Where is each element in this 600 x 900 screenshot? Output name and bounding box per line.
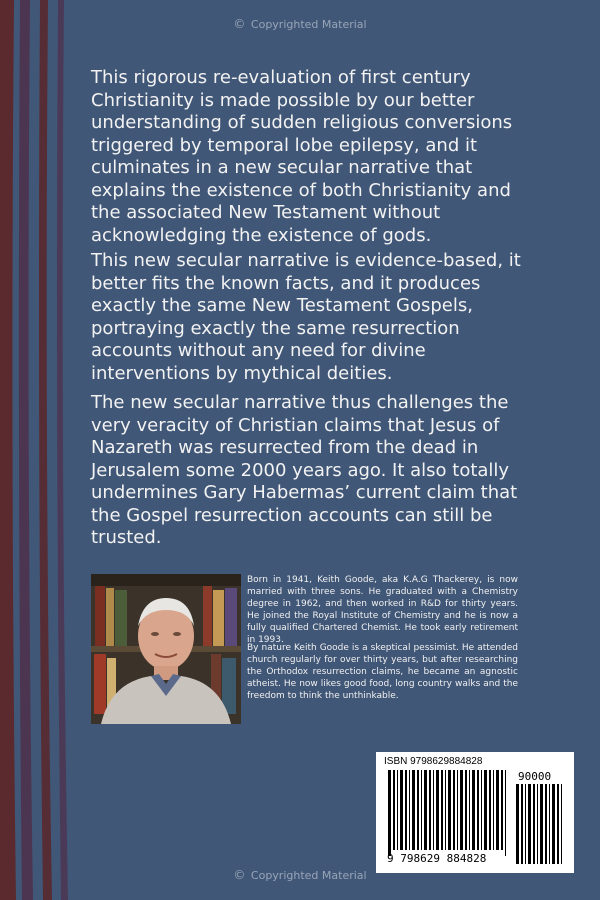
barcode-bar [496, 770, 499, 850]
barcode-bar [469, 770, 470, 850]
decorative-stripes [0, 0, 80, 900]
barcode-bar [400, 770, 403, 850]
barcode-bar [453, 770, 455, 850]
barcode-bar [441, 770, 443, 850]
barcode-bar [417, 770, 419, 850]
author-bio-paragraph-2: By nature Keith Goode is a skeptical pessimist. He attended church regularly for over thirty years, but after researching the Orthodox resurrection claims, he became an agnostic atheist. He now likes good food, long country walks and the freedom to think the unthinkable. [247, 643, 518, 701]
barcode-bar [388, 770, 391, 856]
barcode-bar [421, 770, 422, 850]
barcode-bar [477, 770, 479, 850]
copyright-watermark-top [0, 17, 600, 31]
copyright-icon: © [233, 17, 246, 31]
barcode-bar [505, 770, 506, 856]
isbn-barcode [376, 752, 574, 873]
copyright-icon: © [233, 868, 246, 882]
barcode-bar [533, 784, 535, 864]
barcode-bar [549, 784, 550, 864]
barcode-bar [409, 770, 410, 850]
barcode-ean-digits: 9 798629 884828 [387, 852, 487, 865]
barcode-bar [405, 770, 407, 850]
barcode-bar [448, 770, 451, 850]
barcode-bar [525, 784, 526, 864]
watermark-text: Copyrighted Material [250, 18, 367, 31]
barcode-bar [484, 770, 487, 850]
barcode-bar [537, 784, 538, 864]
barcode-bar [501, 770, 503, 850]
barcode-bar [528, 784, 531, 864]
isbn-label: ISBN 9798629884828 [384, 756, 483, 767]
blurb-paragraph-3: The new secular narrative thus challenges the very veracity of Christian claims that Jesus of Nazareth was resurrected from the dead in Jerusalem some 2000 years ago. It also totally undermines Gary Habermas’ current claim that the Gospel resurrection accounts can still be trusted. [91, 392, 518, 548]
barcode-bar [457, 770, 458, 850]
barcode-bar [412, 770, 415, 850]
barcode-bar [521, 784, 523, 864]
watermark-text: Copyrighted Material [250, 869, 367, 882]
barcode-bar [545, 784, 547, 864]
barcode-bar [540, 784, 543, 864]
author-bio-paragraph-1: Born in 1941, Keith Goode, aka K.A.G Thackerey, is now married with three sons. He graduated with a Chemistry degree in 1962, and then worked in R&D for thirty years. He joined the Royal Institute of Chemistry and he is now a fully qualified Chartered Chemist. He took early retirement in 1993. [247, 575, 518, 645]
barcode-addon-digits: 90000 [518, 770, 552, 783]
barcode-bar [561, 784, 562, 864]
barcode-bar [445, 770, 446, 850]
barcode-bar [429, 770, 431, 850]
barcode-bar [552, 784, 555, 864]
blurb-paragraph-2: This new secular narrative is evidence-based, it better fits the known facts, and it produces exactly the same New Testament Gospels, portraying exactly the same resurrection accounts without any need for divine interventions by mythical deities. [91, 250, 521, 384]
author-photo [91, 574, 241, 724]
barcode-bar [472, 770, 475, 850]
barcode-bar [433, 770, 434, 850]
barcode-bar [393, 770, 395, 850]
barcode-bar [436, 770, 439, 850]
barcode-bar [460, 770, 463, 850]
barcode-bar [465, 770, 467, 850]
barcode-bar [489, 770, 491, 850]
barcode-bar [516, 784, 519, 864]
barcode-bar [557, 784, 559, 864]
barcode-bar [424, 770, 427, 850]
barcode-bar [481, 770, 482, 850]
blurb-paragraph-1: This rigorous re-evaluation of first century Christianity is made possible by our better understanding of sudden religious conversions triggered by temporal lobe epilepsy, and it culminates in a new secular narrative that explains the existence of both Christianity and the associated New Testament without acknowledging the existence of gods. [91, 67, 513, 246]
barcode-bar [397, 770, 398, 850]
barcode-bar [493, 770, 494, 850]
copyright-watermark-bottom [0, 868, 600, 882]
